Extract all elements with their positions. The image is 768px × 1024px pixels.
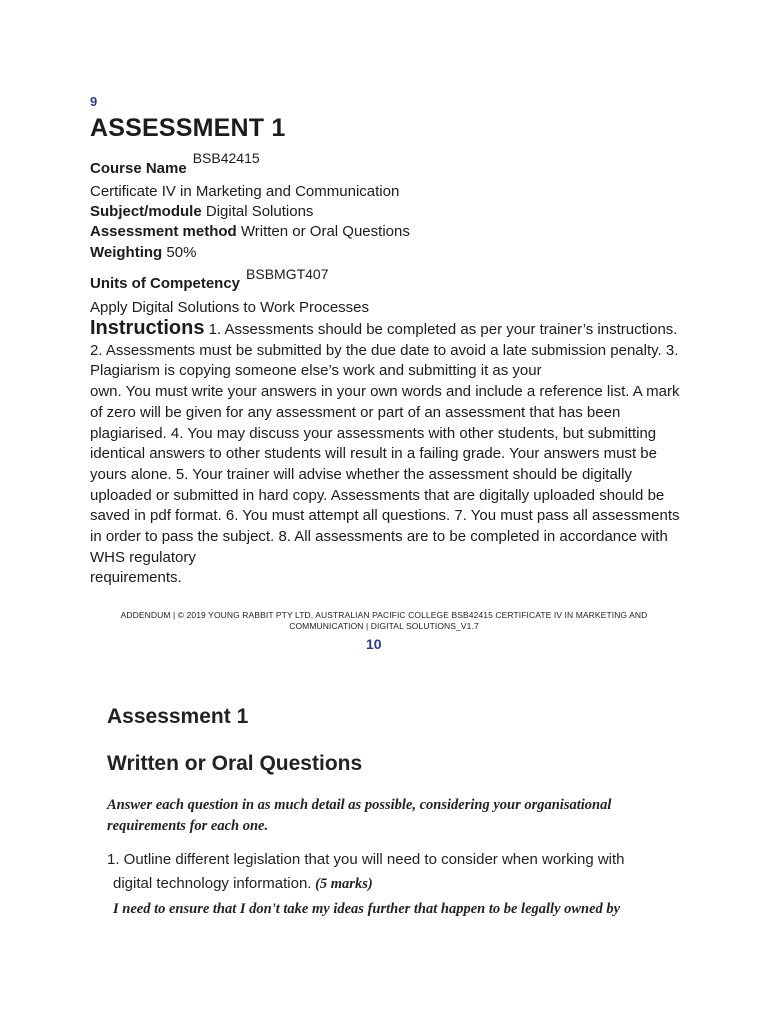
page-number-2: 10 [366, 636, 382, 652]
units-label: Units of Competency [90, 275, 241, 292]
weighting-row [90, 243, 196, 263]
course-title: Certificate IV in Marketing and Communication [90, 183, 400, 200]
question-1-text-cont: digital technology information. [113, 875, 312, 892]
course-code: BSB42415 [192, 150, 260, 166]
method-label: Assessment method [90, 223, 237, 240]
instructions-text-continued: own. You must write your answers in your own words and include a reference list. A mark of zero will be given for any assessment or part of an assessment that has been plagiarised. 4. You may discuss your assessments with other students, but submitting identical answers to other students will result in a failing grade. Your answers must be yours alone. 5. Your trainer will advise whether the assessment should be digitally uploaded or submitted in hard copy. Assessments that are digitally uploaded should be saved in pdf format. 6. You must attempt all questions. 7. You must pass all assessments in order to pass the subject. 8. All assessments are to be completed in accordance with WHS regulatory [90, 383, 680, 566]
weighting-label: Weighting [90, 244, 163, 261]
unit-title: Apply Digital Solutions to Work Processes [90, 299, 370, 316]
units-row [90, 266, 329, 292]
subject-value: Digital Solutions [201, 203, 314, 220]
page-number: 9 [90, 94, 98, 109]
instructions-heading: Instructions [90, 317, 205, 339]
weighting-value: 50% [162, 244, 197, 261]
subject-row [90, 202, 313, 222]
method-row [90, 222, 410, 242]
section-subheading: Written or Oral Questions [107, 752, 363, 775]
course-name-row [90, 150, 260, 177]
method-value: Written or Oral Questions [236, 223, 410, 240]
question-1-marks: (5 marks) [311, 876, 373, 892]
question-1-text: 1. Outline different legislation that you will need to consider when working with [107, 851, 625, 868]
assessment-title: ASSESSMENT 1 [90, 114, 286, 142]
page-footer: ADDENDUM | © 2019 YOUNG RABBIT PTY LTD, AUSTRALIAN PACIFIC COLLEGE BSB42415 CERTIFICATE IV IN MARKETING AND COMMUNICATION | DIGITAL SOLUTIONS_V1.7 [120, 610, 648, 631]
subject-label: Subject/module [90, 203, 202, 220]
question-1 [107, 848, 667, 896]
answer-text: I need to ensure that I don't take my ideas further that happen to be legally owned by [113, 901, 621, 917]
section-heading: Assessment 1 [107, 705, 249, 728]
instructions-block [90, 318, 680, 589]
intro-text: Answer each question in as much detail as possible, considering your organisational requirements for each one. [107, 797, 612, 834]
instructions-text-end: requirements. [90, 569, 182, 587]
instructions-text: 1. Assessments should be completed as per your trainer’s instructions. 2. Assessments must be submitted by the due date to avoid a late submission penalty. 3. Plagiarism is copying someone else’s work and submitting it as your [90, 321, 679, 380]
unit-code: BSBMGT407 [246, 266, 329, 282]
course-name-label: Course Name [90, 160, 187, 177]
